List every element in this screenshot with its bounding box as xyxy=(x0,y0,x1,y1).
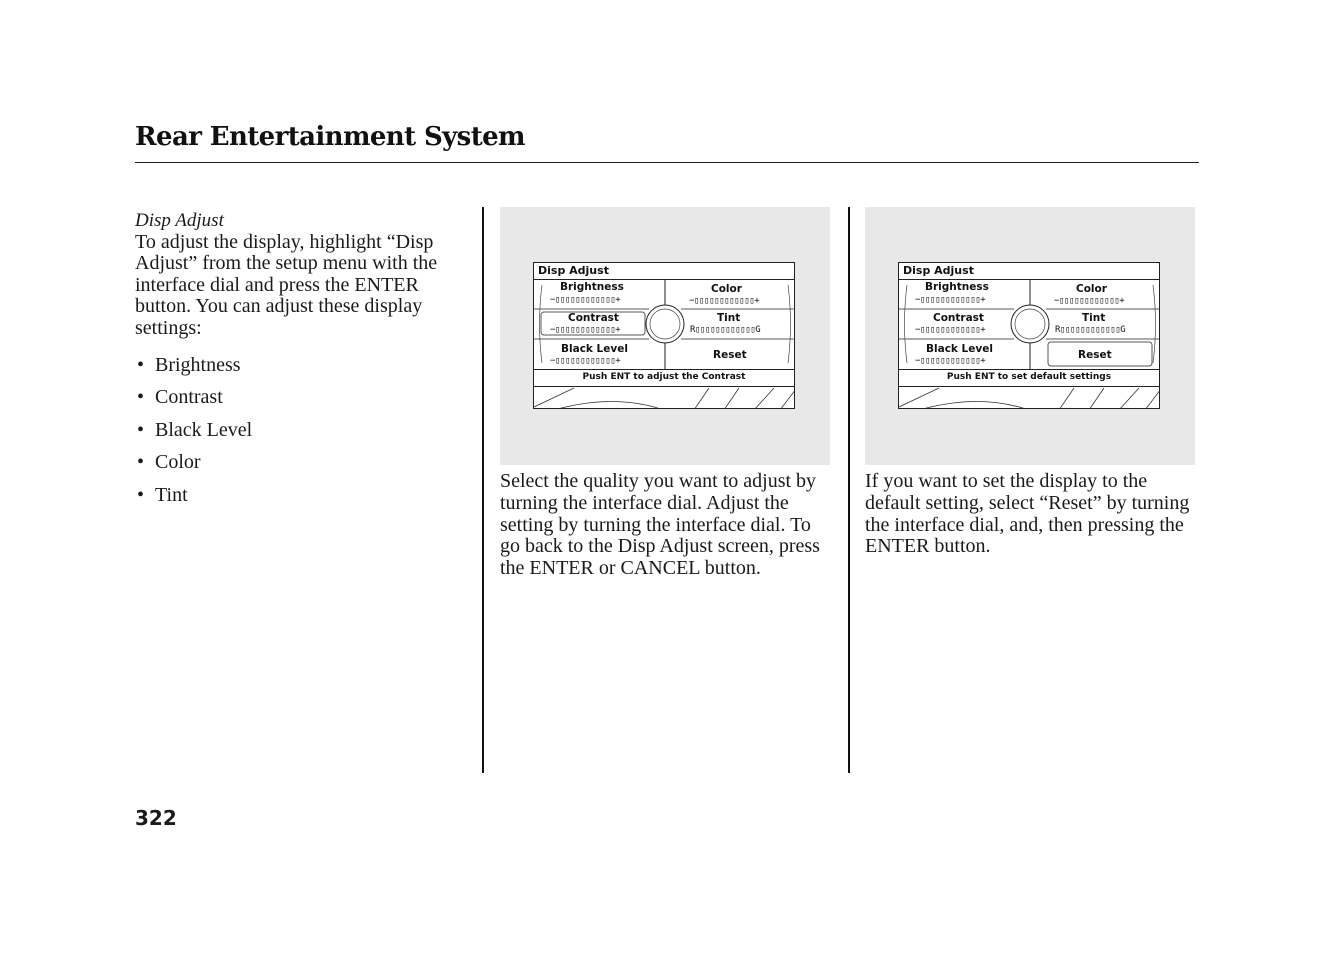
color-label: Color xyxy=(1076,283,1107,295)
screen-footer-message: Push ENT to adjust the Contrast xyxy=(534,369,794,387)
list-item: • Tint xyxy=(135,483,470,516)
screen-header: Disp Adjust xyxy=(899,263,1159,280)
list-item: • Black Level xyxy=(135,418,470,451)
screen-footer-message: Push ENT to set default settings xyxy=(899,369,1159,387)
brightness-slider: −▯▯▯▯▯▯▯▯▯▯▯▯+ xyxy=(550,295,621,305)
black-level-slider: −▯▯▯▯▯▯▯▯▯▯▯▯+ xyxy=(550,356,621,366)
tint-slider: R▯▯▯▯▯▯▯▯▯▯▯▯G xyxy=(1055,325,1126,335)
column-divider xyxy=(848,207,850,773)
reset-label: Reset xyxy=(713,349,747,361)
page-title: Rear Entertainment System xyxy=(135,122,525,152)
color-slider: −▯▯▯▯▯▯▯▯▯▯▯▯+ xyxy=(1054,296,1125,306)
color-slider: −▯▯▯▯▯▯▯▯▯▯▯▯+ xyxy=(689,296,760,306)
screen-illustration-panel xyxy=(865,207,1195,465)
page-number: 322 xyxy=(135,806,177,830)
brightness-label: Brightness xyxy=(925,281,989,293)
list-item: • Brightness xyxy=(135,353,470,386)
brightness-slider: −▯▯▯▯▯▯▯▯▯▯▯▯+ xyxy=(915,295,986,305)
list-item: • Color xyxy=(135,450,470,483)
caption-paragraph: Select the quality you want to adjust by turning the interface dial. Adjust the setting by turning the interface dial. To go back to the Disp Adjust screen, press the ENTER or CANCEL button. xyxy=(500,470,820,580)
settings-list xyxy=(135,353,470,516)
reset-label: Reset xyxy=(1078,349,1112,361)
tint-label: Tint xyxy=(1082,312,1106,324)
title-divider xyxy=(135,162,1199,163)
intro-paragraph: To adjust the display, highlight “Disp Adjust” from the setup menu with the interface dial and press the ENTER button. You can adjust these display settings: xyxy=(135,230,438,339)
screen-header: Disp Adjust xyxy=(534,263,794,280)
brightness-label: Brightness xyxy=(560,281,624,293)
black-level-slider: −▯▯▯▯▯▯▯▯▯▯▯▯+ xyxy=(915,356,986,366)
caption-paragraph: If you want to set the display to the default setting, select “Reset” by turning the interface dial, and, then pressing the ENTER button. xyxy=(865,470,1190,558)
contrast-slider: −▯▯▯▯▯▯▯▯▯▯▯▯+ xyxy=(550,325,621,335)
tint-label: Tint xyxy=(717,312,741,324)
color-label: Color xyxy=(711,283,742,295)
column-divider xyxy=(482,207,484,773)
section-subhead: Disp Adjust xyxy=(135,210,224,231)
screen-illustration-panel xyxy=(500,207,830,465)
disp-adjust-screen xyxy=(533,262,795,409)
tint-slider: R▯▯▯▯▯▯▯▯▯▯▯▯G xyxy=(690,325,761,335)
left-column xyxy=(135,210,470,515)
contrast-slider: −▯▯▯▯▯▯▯▯▯▯▯▯+ xyxy=(915,325,986,335)
disp-adjust-screen xyxy=(898,262,1160,409)
list-item: • Contrast xyxy=(135,385,470,418)
contrast-label: Contrast xyxy=(933,312,984,324)
contrast-label: Contrast xyxy=(568,312,619,324)
black-level-label: Black Level xyxy=(926,343,993,355)
black-level-label: Black Level xyxy=(561,343,628,355)
